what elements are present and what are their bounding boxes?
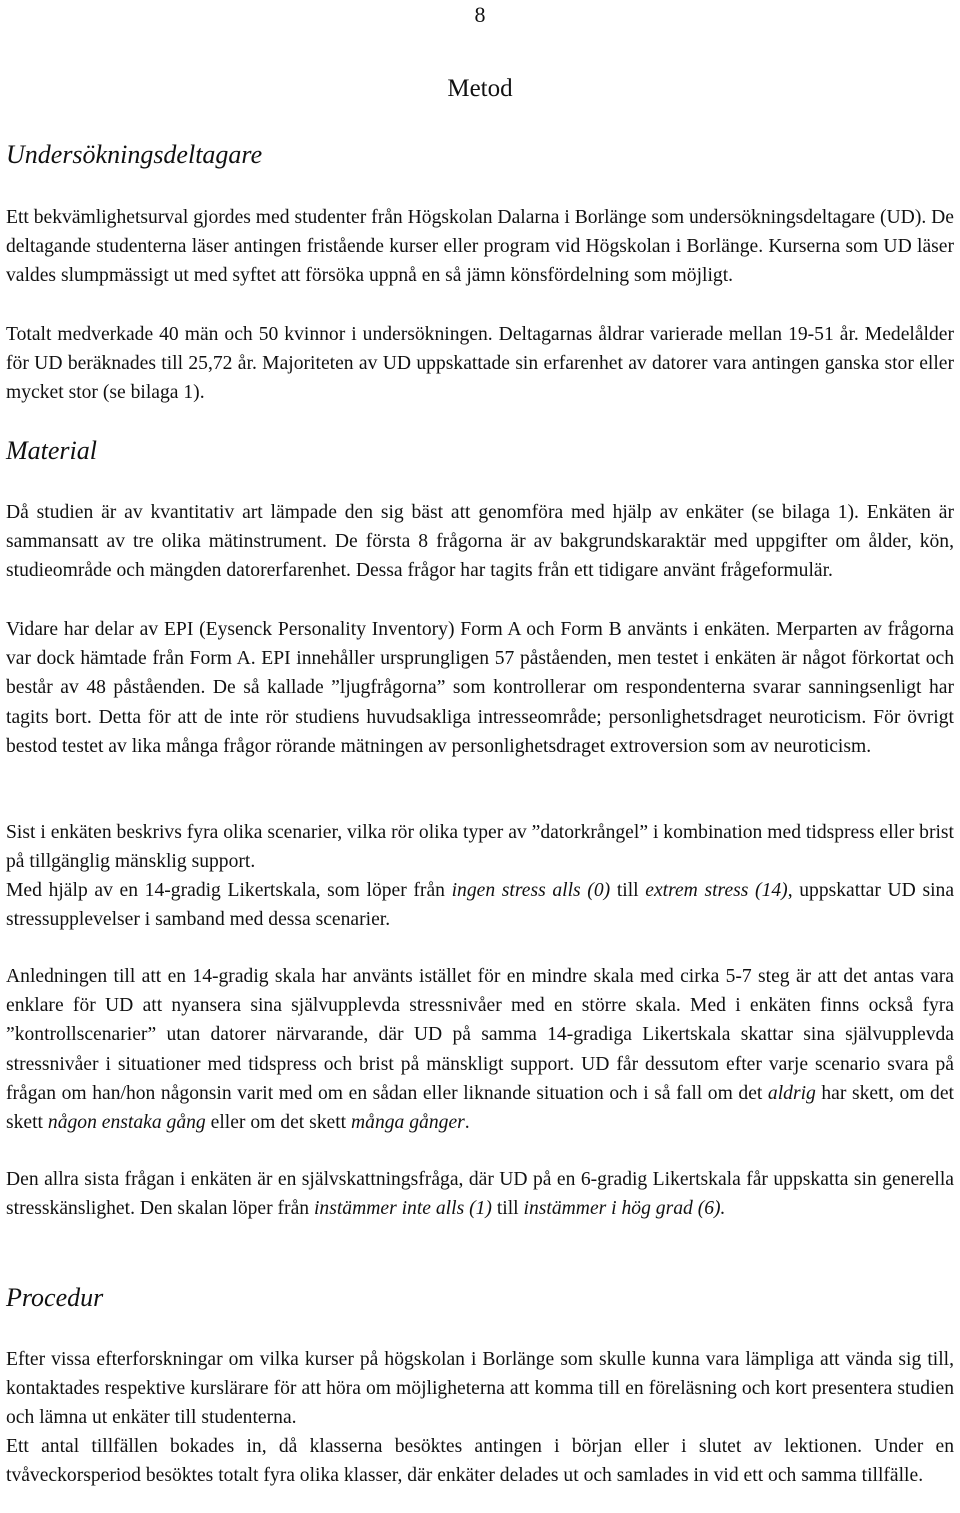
paragraph-procedur-1: Efter vissa efterforskningar om vilka kurser på högskolan i Borlänge som skulle kunna vara lämpliga att vända sig till, kontaktades respektive kurslärare för att höra om möjligheterna att komma till en föreläsning och kort presentera studien och lämna ut enkäter till studenterna. bbox=[6, 1349, 954, 1429]
text-run: Med hjälp av en 14-gradig Likertskala, som löper från bbox=[6, 880, 452, 901]
paragraph-material-5 bbox=[6, 962, 954, 1137]
paragraph-material-4 bbox=[6, 876, 954, 934]
text-run: Anledningen till att en 14-gradig skala har använts istället för en mindre skala med cirka 5-7 steg är att det antas vara enklare för UD att nyansera sina självupplevda stressnivåer med en större skala. Med i enkäten finns också fyra ”kontrollscenarier” utan datorer närvarande, där UD på samma 14-gradiga Likertskala skattar sina självupplevda stressnivåer i situationer med tidspress och brist på mänskligt support. UD får dessutom efter varje scenario svara på frågan om han/hon någonsin varit med om en sådan eller liknande situation och i så fall om det bbox=[6, 966, 954, 1104]
text-run: Den allra sista frågan i enkäten är en självskattningsfråga, där UD på en 6-gradig Likertskala får uppskatta sin generella stresskänslighet. Den skalan löper från bbox=[6, 1169, 954, 1220]
paragraph-material-3: Sist i enkäten beskrivs fyra olika scenarier, vilka rör olika typer av ”datorkrångel” i kombination med tidspress eller brist på tillgänglig mänsklig support. bbox=[6, 822, 954, 873]
text-run: till bbox=[610, 880, 646, 901]
page-number: 8 bbox=[474, 2, 486, 27]
paragraph-deltagare-2: Totalt medverkade 40 män och 50 kvinnor i undersökningen. Deltagarnas åldrar varierade mellan 19-51 år. Medelålder för UD beräknades till 25,72 år. Majoriteten av UD uppskattade sin erfarenhet av datorer vara antingen ganska stor eller mycket stor (se bilaga 1). bbox=[6, 324, 954, 404]
page-title: Metod bbox=[447, 75, 513, 102]
text-run-italic: instämmer inte alls (1) bbox=[313, 1198, 492, 1220]
paragraph-material-2: Vidare har delar av EPI (Eysenck Personality Inventory) Form A och Form B använts i enkäten. Merparten av frågorna var dock hämtade från Form A. EPI innehåller ursprungligen 57 påståenden, men testet i enkäten är något förkortat och består av 48 påståenden. De så kallade ”ljugfrågorna” som kontrollerar om respondenterna svarar sanningsenligt har tagits bort. Detta för att de inte rör studiens huvudsakliga intresseområde; personlighetsdraget neuroticism. För övrigt bestod testet av lika många frågor rörande mätningen av personlighetsdraget extroversion som av neuroticism. bbox=[6, 619, 954, 757]
paragraph-procedur-2: Ett antal tillfällen bokades in, då klasserna besöktes antingen i början eller i slutet av lektionen. Under en tvåveckorsperiod besöktes totalt fyra olika klasser, där enkäter delades ut och samlades in vid ett och samma tillfälle. bbox=[6, 1436, 954, 1487]
text-run: till bbox=[491, 1198, 524, 1220]
text-run: . bbox=[464, 1112, 470, 1134]
paragraph-material-6 bbox=[6, 1165, 954, 1223]
paragraph-deltagare-1: Ett bekvämlighetsurval gjordes med studenter från Högskolan Dalarna i Borlänge som undersökningsdeltagare (UD). De deltagande studenterna läser antingen fristående kurser eller program vid Högskolan i Borlänge. Kurserna som UD läser valdes slumpmässigt ut med syftet att försöka uppnå en så jämn könsfördelning som möjligt. bbox=[6, 207, 954, 287]
text-run: eller om det skett bbox=[205, 1112, 352, 1134]
text-run-italic: extrem stress (14) bbox=[645, 880, 788, 901]
text-run-italic: många gånger bbox=[351, 1112, 465, 1134]
paragraph-material-1: Då studien är av kvantitativ art lämpade den sig bäst att genomföra med hjälp av enkäter (se bilaga 1). Enkäten är sammansatt av tre olika mätinstrument. De första 8 frågorna är av bakgrundskaraktär med uppgifter om ålder, kön, studieområde och mängden datorerfarenhet. Dessa frågor har tagits från ett tidigare använt frågeformulär. bbox=[6, 502, 954, 582]
text-run-italic: aldrig bbox=[767, 1082, 816, 1104]
text-run-italic: instämmer i hög grad (6). bbox=[523, 1198, 726, 1220]
text-run-italic: någon enstaka gång bbox=[47, 1112, 206, 1134]
section-heading-deltagare: Undersökningsdeltagare bbox=[6, 140, 263, 169]
section-heading-material: Material bbox=[6, 436, 97, 465]
text-run-italic: ingen stress alls (0) bbox=[451, 880, 611, 901]
text-run: , uppskattar UD sina stressupplevelser i samband med dessa scenarier. bbox=[6, 880, 955, 931]
text-run: har skett, om det skett bbox=[6, 1082, 954, 1134]
section-heading-procedur: Procedur bbox=[6, 1283, 104, 1312]
